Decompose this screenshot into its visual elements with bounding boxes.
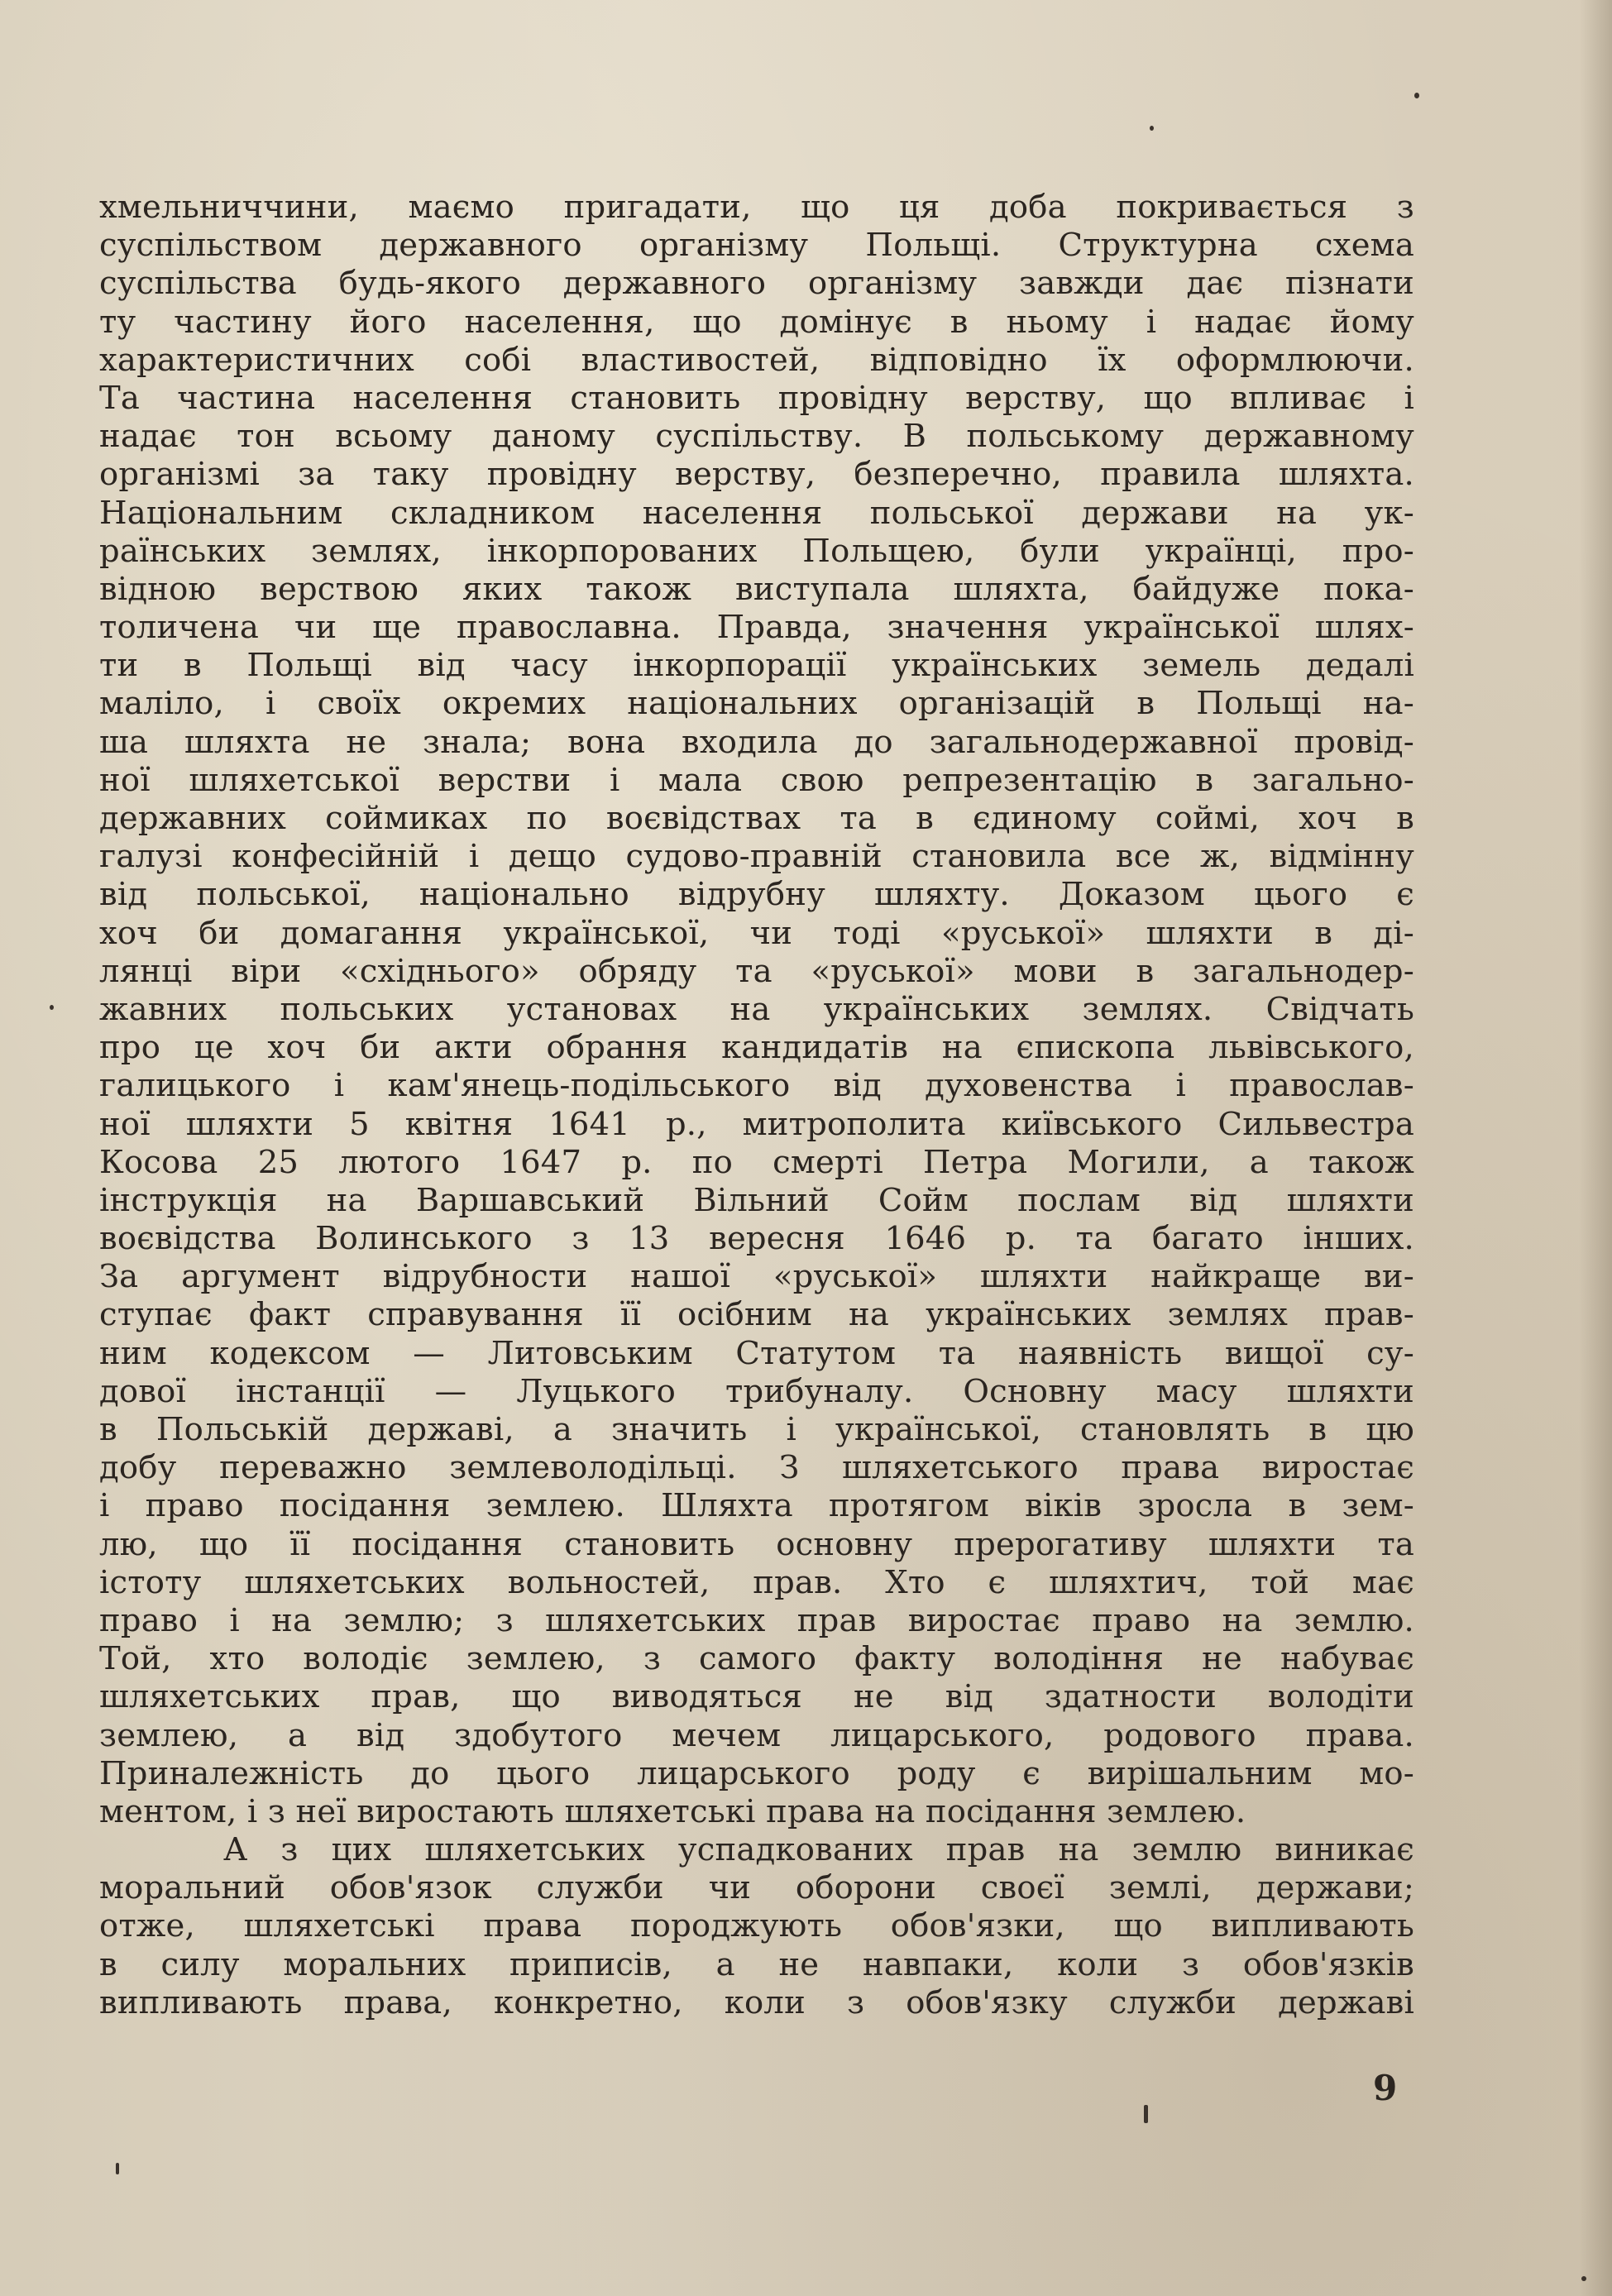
text-line: лянці віри «східнього» обряду та «руської» мови в загальнодер- [99,952,1414,990]
text-line: характеристичних собі властивостей, відповідно їх оформлюючи. [99,341,1414,379]
text-line: ша шляхта не знала; вона входила до загальнодержавної провід- [99,723,1414,761]
text-line: в Польській державі, а значить і української, становлять в цю [99,1411,1414,1448]
text-line: хмельниччини, маємо пригадати, що ця доба покривається з [99,189,1414,226]
text-line: відною верствою яких також виступала шляхта, байдуже пока- [99,570,1414,608]
text-line: в силу моральних приписів, а не навпаки, коли з обов'язків [99,1945,1414,1983]
text-line: ної шляхетської верстви і мала свою репрезентацію в загально- [99,761,1414,799]
text-line: випливають права, конкретно, коли з обов'язку служби державі [99,1983,1414,2021]
text-line: Косова 25 лютого 1647 р. по смерті Петра Могили, а також [99,1143,1414,1181]
text-line: толичена чи ще православна. Правда, значення української шлях- [99,609,1414,647]
print-speck [1414,93,1419,98]
text-line: ментом, і з неї виростають шляхетські права на посідання землею. [99,1792,1246,1830]
print-speck [116,2163,119,2174]
text-line: отже, шляхетські права породжують обов'язки, що випливають [99,1907,1414,1945]
text-line: суспільством державного організму Польщі. Структурна схема [99,227,1414,265]
text-line: ту частину його населення, що домінує в ньому і надає йому [99,303,1414,341]
page-edge-shadow [1579,0,1612,2296]
text-line: ної шляхти 5 квітня 1641 р., митрополита київського Сильвестра [99,1105,1414,1143]
print-speck [1581,2276,1586,2281]
print-speck [50,1005,54,1010]
print-speck [1144,2105,1148,2123]
text-line: землею, а від здобутого мечем лицарського, родового права. [99,1716,1414,1754]
text-line: добу переважно землеволодільці. З шляхетського права виростає [99,1449,1414,1487]
text-line: надає тон всьому даному суспільству. В польському державному [99,418,1414,456]
text-line: А з цих шляхетських успадкованих прав на землю виникає [223,1831,1414,1869]
text-line: шляхетських прав, що виводяться не від здатности володіти [99,1678,1414,1716]
text-line: Національним складником населення польської держави на ук- [99,494,1414,532]
text-line: За аргумент відрубности нашої «руської» шляхти найкраще ви- [99,1258,1414,1296]
text-line: жавних польських установах на українських землях. Свідчать [99,990,1414,1028]
text-line: дової інстанції — Луцького трибуналу. Основну масу шляхти [99,1372,1414,1410]
text-line: Приналежність до цього лицарського роду є вирішальним мо- [99,1754,1414,1792]
text-line: і право посідання землею. Шляхта протягом віків зросла в зем- [99,1487,1414,1525]
page-number: 9 [1373,2068,1398,2108]
print-speck [1150,126,1154,131]
text-line: організмі за таку провідну верству, безперечно, правила шляхта. [99,456,1414,494]
text-line: від польської, національно відрубну шляхту. Доказом цього є [99,876,1414,914]
text-line: маліло, і своїх окремих національних організацій в Польщі на- [99,685,1414,723]
text-line: галузі конфесійній і дещо судово-правній становила все ж, відмінну [99,838,1414,876]
text-line: галицького і кам'янець-подільського від духовенства і православ- [99,1067,1414,1105]
text-line: державних соймиках по воєвідствах та в єдиному соймі, хоч в [99,800,1414,837]
text-line: суспільства будь-якого державного організму завжди дає пізнати [99,265,1414,303]
text-line: Та частина населення становить провідну верству, що впливає і [99,379,1414,417]
text-line: про це хоч би акти обрання кандидатів на єпископа львівського, [99,1029,1414,1067]
text-line: воєвідства Волинського з 13 вересня 1646 р. та багато інших. [99,1220,1414,1258]
text-line: лю, що її посідання становить основну прерогативу шляхти та [99,1525,1414,1563]
text-line: істоту шляхетських вольностей, прав. Хто є шляхтич, той має [99,1563,1414,1601]
text-line: інструкція на Варшавський Вільний Сойм послам від шляхти [99,1181,1414,1219]
body-text [99,189,1414,2022]
text-line: ним кодексом — Литовським Статутом та наявність вищої су- [99,1334,1414,1372]
text-line: ти в Польщі від часу інкорпорації українських земель дедалі [99,647,1414,685]
text-line: право і на землю; з шляхетських прав виростає право на землю. [99,1601,1414,1639]
text-line: раїнських землях, інкорпорованих Польщею, були українці, про- [99,532,1414,570]
text-line: хоч би домагання української, чи тоді «руської» шляхти в ді- [99,914,1414,952]
text-line: ступає факт справування її осібним на українських землях прав- [99,1296,1414,1334]
text-line: моральний обов'язок служби чи оборони своєї землі, держави; [99,1869,1414,1907]
text-line: Той, хто володіє землею, з самого факту володіння не набуває [99,1640,1414,1678]
